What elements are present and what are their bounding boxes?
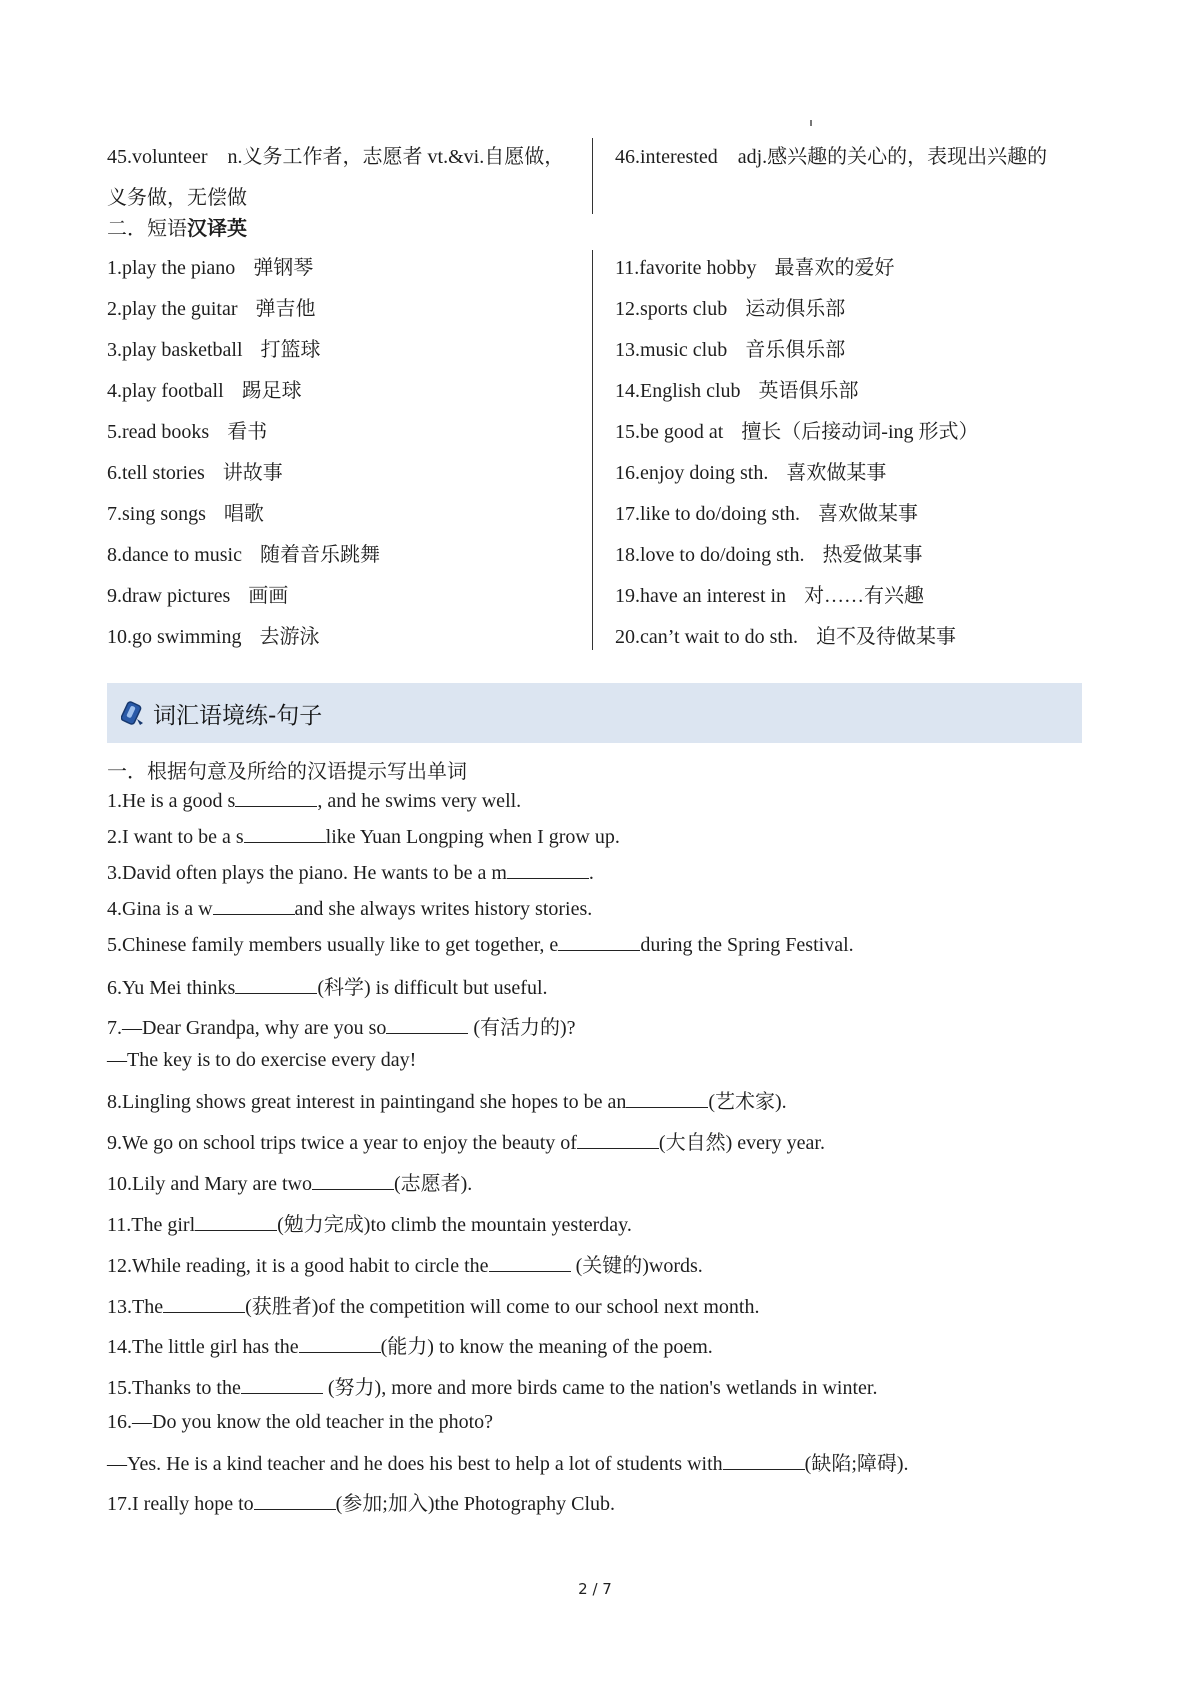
section-title-bold: 汉译英 — [187, 218, 247, 240]
answer-blank[interactable] — [163, 1296, 245, 1313]
question-text: (能力) to know the meaning of the poem. — [380, 1336, 713, 1358]
question-text: (关键的)words. — [570, 1255, 703, 1277]
question-text: , and he swims very well. — [317, 790, 522, 812]
question-text: (获胜者)of the competition will come to our school next month. — [245, 1296, 760, 1318]
question-text: (大自然) every year. — [658, 1132, 825, 1154]
question-item — [107, 1208, 632, 1237]
answer-blank[interactable] — [244, 826, 326, 843]
section-title-questions: 一．根据句意及所给的汉语提示写出单词 — [107, 761, 467, 783]
question-text: (志愿者). — [393, 1173, 473, 1195]
column-divider — [592, 250, 593, 650]
phrase-en: 16.enjoy doing sth. — [615, 462, 769, 484]
question-text: (参加;加入)the Photography Club. — [335, 1493, 616, 1515]
phrase-en: 5.read books — [107, 421, 210, 443]
vocab-item-45: 45.volunteer n.义务工作者，志愿者 vt.&vi.自愿做，义务做，无偿做 — [107, 146, 565, 209]
question-text: 6.Yu Mei thinks — [107, 977, 236, 999]
phrase-item — [107, 371, 577, 412]
answer-blank[interactable] — [507, 862, 589, 879]
phrase-cn: 喜欢做某事 — [786, 462, 887, 484]
phrase-cn: 唱歌 — [223, 503, 264, 525]
phrase-en: 4.play football — [107, 380, 224, 402]
phrase-cn: 运动俱乐部 — [745, 298, 846, 320]
phrase-cn: 去游泳 — [259, 626, 320, 648]
section-title-prefix: 二．短语 — [107, 218, 187, 240]
phrase-cn: 迫不及待做某事 — [815, 626, 956, 648]
phrase-cn: 对……有兴趣 — [804, 585, 925, 607]
phrase-item — [107, 248, 577, 289]
question-item — [107, 971, 548, 1000]
phrase-item — [107, 289, 577, 330]
question-text: 4.Gina is a w — [107, 898, 213, 920]
phrase-cn: 讲故事 — [222, 462, 283, 484]
phrase-item — [615, 330, 1085, 371]
phrase-cn: 擅长（后接动词-ing 形式） — [741, 421, 979, 443]
question-text: —The key is to do exercise every day! — [107, 1049, 417, 1071]
phrase-cn: 弹钢琴 — [253, 257, 314, 279]
question-item — [107, 1290, 759, 1319]
question-text: 16.—Do you know the old teacher in the photo? — [107, 1411, 494, 1433]
question-item — [107, 1330, 713, 1359]
phrase-item — [615, 494, 1085, 535]
column-divider — [592, 138, 593, 214]
phrase-en: 17.like to do/doing sth. — [615, 503, 800, 525]
question-item — [107, 1249, 703, 1278]
phrase-item — [615, 453, 1085, 494]
question-item — [107, 1126, 825, 1155]
question-text: (努力), more and more birds came to the nation's wetlands in winter. — [322, 1377, 878, 1399]
phrase-en: 19.have an interest in — [615, 585, 787, 607]
question-item — [107, 862, 594, 885]
phrase-cn: 最喜欢的爱好 — [774, 257, 895, 279]
phrase-cn: 热爱做某事 — [822, 544, 923, 566]
question-text: (科学) is difficult but useful. — [317, 977, 548, 999]
phrase-en: 6.tell stories — [107, 462, 205, 484]
stray-mark — [810, 120, 812, 126]
phrase-en: 11.favorite hobby — [615, 257, 757, 279]
answer-blank[interactable] — [489, 1255, 571, 1272]
phrase-item — [615, 371, 1085, 412]
question-text: like Yuan Longping when I grow up. — [325, 826, 620, 848]
phrase-en: 1.play the piano — [107, 257, 236, 279]
question-text: 9.We go on school trips twice a year to enjoy the beauty of — [107, 1132, 577, 1154]
question-text: 7.—Dear Grandpa, why are you so — [107, 1017, 387, 1039]
phrase-cn: 随着音乐跳舞 — [259, 544, 380, 566]
pen-icon — [121, 699, 147, 727]
answer-blank[interactable] — [213, 898, 295, 915]
answer-blank[interactable] — [235, 790, 317, 807]
question-text: (艺术家). — [708, 1091, 787, 1113]
phrase-list-right — [615, 248, 1085, 658]
question-text: 17.I really hope to — [107, 1493, 254, 1515]
question-text: (勉力完成)to climb the mountain yesterday. — [277, 1214, 632, 1236]
question-text: 5.Chinese family members usually like to get together, e — [107, 934, 559, 956]
question-text: (缺陷;障碍). — [804, 1453, 909, 1475]
question-text: 1.He is a good s — [107, 790, 236, 812]
answer-blank[interactable] — [626, 1091, 708, 1108]
question-text: 3.David often plays the piano. He wants to be a m — [107, 862, 507, 884]
question-item — [107, 1447, 909, 1476]
answer-blank[interactable] — [195, 1214, 277, 1231]
phrase-item — [615, 248, 1085, 289]
phrase-cn: 英语俱乐部 — [758, 380, 859, 402]
question-text: and she always writes history stories. — [294, 898, 593, 920]
answer-blank[interactable] — [235, 977, 317, 994]
phrase-en: 20.can’t wait to do sth. — [615, 626, 798, 648]
question-text: during the Spring Festival. — [640, 934, 854, 956]
question-item — [107, 1011, 576, 1040]
phrase-cn: 踢足球 — [241, 380, 302, 402]
phrase-item — [107, 453, 577, 494]
phrase-en: 13.music club — [615, 339, 728, 361]
answer-blank[interactable] — [723, 1453, 805, 1470]
question-item — [107, 1167, 472, 1196]
question-text: 11.The girl — [107, 1214, 196, 1236]
banner-title: 词汇语境练-句子 — [153, 702, 323, 729]
answer-blank[interactable] — [312, 1173, 394, 1190]
phrase-en: 14.English club — [615, 380, 741, 402]
question-item — [107, 826, 620, 849]
page-number: 2 / 7 — [578, 1580, 612, 1598]
question-item — [107, 898, 592, 921]
question-text: 13.The — [107, 1296, 164, 1318]
question-text: . — [588, 862, 594, 884]
question-text: 2.I want to be a s — [107, 826, 244, 848]
section-title-phrases — [107, 212, 247, 241]
phrase-item — [107, 576, 577, 617]
question-text: 12.While reading, it is a good habit to circle the — [107, 1255, 489, 1277]
question-text: —Yes. He is a kind teacher and he does his best to help a lot of students with — [107, 1453, 723, 1475]
question-text: 15.Thanks to the — [107, 1377, 241, 1399]
phrase-cn: 画画 — [248, 585, 289, 607]
question-item — [107, 790, 521, 813]
question-item — [107, 1411, 493, 1434]
phrase-item — [107, 330, 577, 371]
question-item — [107, 1487, 615, 1516]
answer-blank[interactable] — [386, 1017, 468, 1034]
phrase-item — [107, 494, 577, 535]
question-item — [107, 1371, 877, 1400]
question-item — [107, 1085, 787, 1114]
phrase-item — [615, 412, 1085, 453]
answer-blank[interactable] — [558, 934, 640, 951]
phrase-item — [615, 289, 1085, 330]
question-text: 14.The little girl has the — [107, 1336, 299, 1358]
phrase-en: 12.sports club — [615, 298, 728, 320]
phrase-item — [615, 576, 1085, 617]
phrase-en: 8.dance to music — [107, 544, 242, 566]
phrase-en: 15.be good at — [615, 421, 724, 443]
vocab-item-46: 46.interested adj.感兴趣的关心的，表现出兴趣的 — [615, 146, 1048, 168]
question-item — [107, 934, 854, 957]
phrase-cn: 打篮球 — [260, 339, 321, 361]
question-item — [107, 1049, 416, 1072]
phrase-en: 10.go swimming — [107, 626, 242, 648]
phrase-en: 2.play the guitar — [107, 298, 238, 320]
answer-blank[interactable] — [241, 1377, 323, 1394]
question-text: 8.Lingling shows great interest in paintingand she hopes to be an — [107, 1091, 627, 1113]
answer-blank[interactable] — [254, 1493, 336, 1510]
phrase-item — [107, 535, 577, 576]
phrase-list-left — [107, 248, 577, 658]
section-banner — [107, 683, 1082, 743]
phrase-cn: 喜欢做某事 — [818, 503, 918, 525]
phrase-cn: 音乐俱乐部 — [745, 339, 846, 361]
phrase-cn: 弹吉他 — [255, 298, 316, 320]
question-text: (有活力的)? — [468, 1017, 576, 1039]
phrase-item — [107, 412, 577, 453]
phrase-item — [107, 617, 577, 658]
phrase-en: 3.play basketball — [107, 339, 243, 361]
answer-blank[interactable] — [299, 1336, 381, 1353]
phrase-item — [615, 617, 1085, 658]
phrase-en: 9.draw pictures — [107, 585, 231, 607]
question-text: 10.Lily and Mary are two — [107, 1173, 312, 1195]
answer-blank[interactable] — [577, 1132, 659, 1149]
phrase-en: 18.love to do/doing sth. — [615, 544, 805, 566]
phrase-cn: 看书 — [227, 421, 268, 443]
phrase-item — [615, 535, 1085, 576]
phrase-en: 7.sing songs — [107, 503, 206, 525]
